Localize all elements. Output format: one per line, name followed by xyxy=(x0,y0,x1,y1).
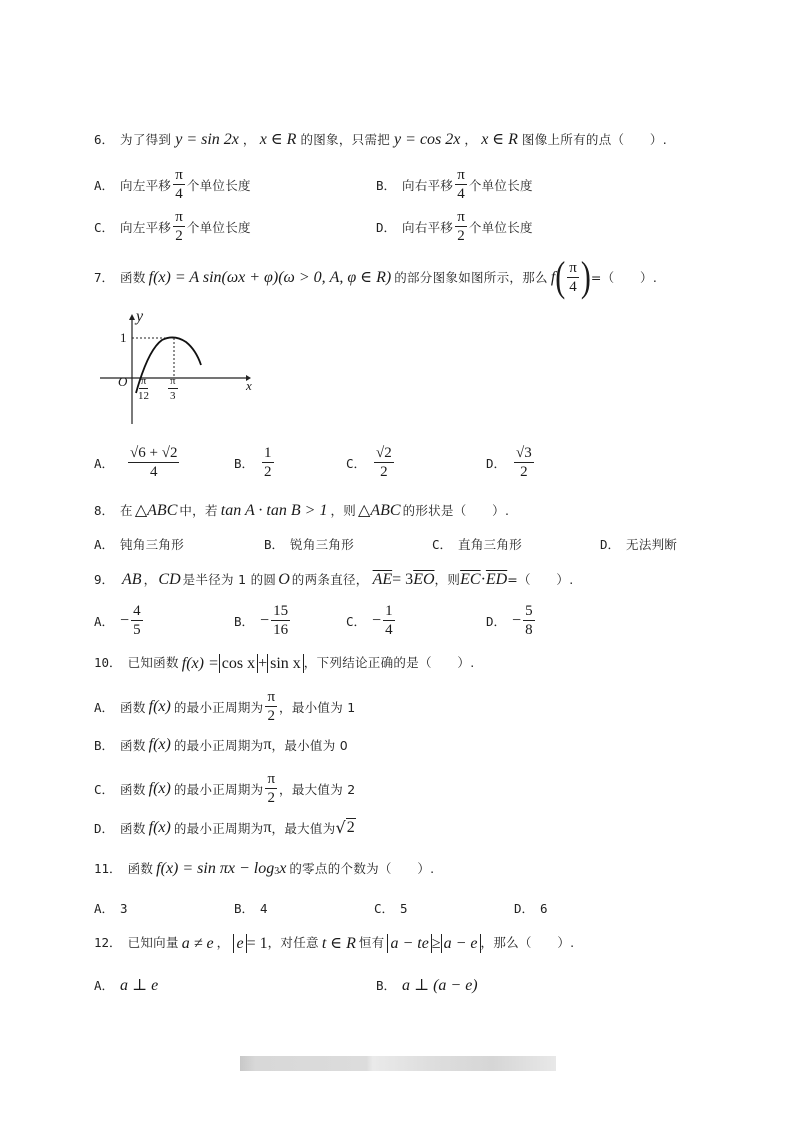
question-8-option-c: C． 直角三角形 xyxy=(432,537,523,552)
fraction: $\frac{1}{2}$ xyxy=(264,445,272,480)
question-11-option-c: C． 5 xyxy=(374,900,408,916)
question-8-option-b: B． 锐角三角形 xyxy=(264,537,355,552)
abs-cos: cos x xyxy=(219,654,258,673)
graph-svg xyxy=(96,310,256,430)
fraction: $\frac{\pi}{2}$ xyxy=(457,209,465,244)
question-9-stem: 9． AB ， CD 是半径为 1 的圆 O 的两条直径， $\overline{AE}$ = 3 $\overline{EO}$ ，则 $\overline{EC}$ · $\overline{ED}$ =（ ）. xyxy=(94,571,574,588)
question-10-option-a: A． 函数 f(x) 的最小正周期为 $\frac{\pi}{2}$ ，最小值为 1 xyxy=(94,689,356,724)
question-number: 11． xyxy=(94,860,122,876)
formula: f(x) = A sin(ωx + φ)(ω > 0, A, φ ∈ R) xyxy=(148,269,392,286)
question-10-option-b: B． 函数 f(x) 的最小正周期为 π ，最小值为 0 xyxy=(94,736,349,753)
question-12-option-b: B． a ⊥ (a − e) xyxy=(376,977,478,994)
fraction: $\frac{\pi}{4}$ xyxy=(175,167,183,202)
fraction: $\frac{\pi}{2}$ xyxy=(267,689,276,724)
formula: y = sin 2x xyxy=(175,131,239,148)
question-10-option-d: D． 函数 f(x) 的最小正周期为 π ，最大值为 √ 2 xyxy=(94,818,355,837)
formula: x ∈ R xyxy=(259,131,297,148)
question-6-option-d: D． 向右平移 $\frac{\pi}{2}$ 个单位长度 xyxy=(376,209,533,244)
y-tick-1: 1 xyxy=(120,330,127,345)
question-12-stem: 12． 已知向量 a ≠ e ， e = 1 ，对任意 t ∈ R 恒有 a − te ≥ a − e ，那么（ ）. xyxy=(94,934,575,952)
question-8-option-d: D． 无法判断 xyxy=(600,537,678,552)
vector-ec: $\overline{EC}$ xyxy=(460,571,481,588)
abs-a-minus-e: a − e xyxy=(441,934,481,953)
question-8-stem: 8． 在 △ABC 中，若 tan A · tan B > 1 ，则 △ABC 的形状是（ ）. xyxy=(94,502,510,519)
y-axis-label: y xyxy=(136,308,144,325)
abs-sin: sin x xyxy=(267,654,304,673)
question-number: 8． xyxy=(94,502,115,518)
vector-ae: $\overline{AE}$ xyxy=(372,571,393,588)
question-10-stem: 10． 已知函数 f(x) = cos x + sin x ，下列结论正确的是（ ）. xyxy=(94,654,475,672)
question-6-option-b: B． 向右平移 $\frac{\pi}{4}$ 个单位长度 xyxy=(376,167,533,202)
question-7-stem: 7． 函数 f(x) = A sin(ωx + φ)(ω > 0, A, φ ∈ R) 的部分图象如图所示，那么 f ( $\frac{\pi}{4}$ ) =（ ）. xyxy=(94,254,658,301)
question-9-option-d: D． − $\frac{5}{8}$ xyxy=(486,603,533,638)
formula: y = cos 2x xyxy=(394,131,461,148)
question-11-option-d: D． 6 xyxy=(514,900,548,916)
abs-e: e xyxy=(233,934,246,953)
fraction: $\frac{4}{5}$ xyxy=(133,603,141,638)
fraction: $\frac{√3}{2}$ xyxy=(516,445,532,480)
question-10-option-c: C． 函数 f(x) 的最小正周期为 $\frac{\pi}{2}$ ，最大值为 2 xyxy=(94,771,356,806)
fraction: $\frac{√2}{2}$ xyxy=(376,445,392,480)
fraction: $\frac{√6 + √2}{4}$ xyxy=(130,445,178,480)
question-8-option-a: A． 钝角三角形 xyxy=(94,537,185,552)
x-tick-pi-12: $\frac{\pi}{12}$ xyxy=(138,375,149,402)
question-6-stem: 6． 为了得到 y = sin 2x ， x ∈ R 的图象，只需把 y = cos 2x ， x ∈ R 图像上所有的点（ ）. xyxy=(94,131,667,148)
question-7-option-b: B． $\frac{1}{2}$ xyxy=(234,445,272,480)
fraction: $\frac{\pi}{2}$ xyxy=(267,771,276,806)
fraction: $\frac{\pi}{4}$ xyxy=(457,167,465,202)
question-number: 7． xyxy=(94,269,115,285)
question-7-option-d: D． $\frac{√3}{2}$ xyxy=(486,445,532,480)
formula: x ∈ R xyxy=(481,131,518,148)
question-number: 12． xyxy=(94,935,122,951)
question-7-option-a: A． $\frac{√6 + √2}{4}$ xyxy=(94,445,178,480)
question-9-option-c: C． − $\frac{1}{4}$ xyxy=(346,603,393,638)
fraction: $\frac{\pi}{4}$ xyxy=(569,260,577,295)
question-7-option-c: C． $\frac{√2}{2}$ xyxy=(346,445,392,480)
question-number: 9． xyxy=(94,571,115,587)
sqrt: √ 2 xyxy=(335,818,355,837)
question-9-option-b: B． − $\frac{15}{16}$ xyxy=(234,603,289,638)
abs-a-minus-te: a − te xyxy=(387,934,431,953)
question-6-option-a: A． 向左平移 $\frac{\pi}{4}$ 个单位长度 xyxy=(94,167,251,202)
question-number: 6． xyxy=(94,131,115,147)
question-12-option-a: A． a ⊥ e xyxy=(94,977,159,994)
fraction: $\frac{1}{4}$ xyxy=(385,603,393,638)
question-number: 10． xyxy=(94,655,122,671)
fraction: $\frac{5}{8}$ xyxy=(525,603,533,638)
question-11-option-a: A． 3 xyxy=(94,900,128,916)
fraction: $\frac{15}{16}$ xyxy=(273,603,289,638)
question-6-option-c: C． 向左平移 $\frac{\pi}{2}$ 个单位长度 xyxy=(94,209,251,244)
x-tick-pi-3: $\frac{\pi}{3}$ xyxy=(170,375,176,402)
x-axis-label: x xyxy=(246,378,252,393)
question-11-stem: 11． 函数 f(x) = sin πx − log $_3$ x 的零点的个数为（ ）. xyxy=(94,860,435,877)
fraction: $\frac{\pi}{2}$ xyxy=(175,209,183,244)
vector-condition: a ≠ e xyxy=(181,934,214,952)
vector-eo: $\overline{EO}$ xyxy=(413,571,435,588)
sine-graph-figure xyxy=(96,310,256,430)
origin-label: O xyxy=(118,374,128,389)
question-11-option-b: B． 4 xyxy=(234,900,268,916)
blurred-footer-bar xyxy=(240,1056,556,1071)
question-9-option-a: A． − $\frac{4}{5}$ xyxy=(94,603,141,638)
vector-ed: $\overline{ED}$ xyxy=(485,571,508,588)
